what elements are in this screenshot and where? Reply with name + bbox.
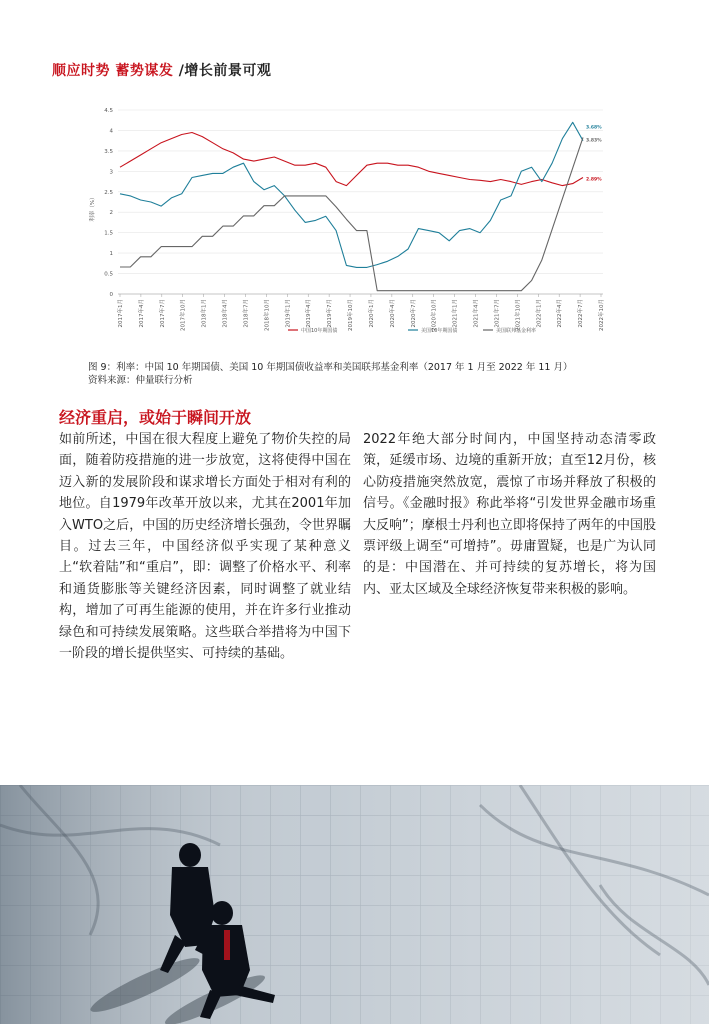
x-tick-label: 2020年10月: [431, 299, 438, 331]
x-tick-label: 2018年4月: [222, 299, 229, 328]
y-tick-label: 3.5: [104, 148, 113, 155]
x-tick-label: 2020年4月: [389, 299, 396, 328]
y-tick-label: 0.5: [104, 271, 113, 278]
caption-source: 资料来源：仲量联行分析: [88, 375, 193, 386]
legend-label: 美国10年期国债: [421, 328, 458, 334]
x-tick-label: 2019年10月: [348, 299, 355, 331]
figure-caption: [88, 361, 572, 387]
x-tick-label: 2020年1月: [368, 299, 375, 328]
series-end-label: 3.68%: [586, 125, 602, 131]
x-tick-label: 2021年10月: [515, 299, 522, 331]
x-tick-label: 2022年1月: [536, 299, 543, 328]
x-tick-label: 2018年7月: [243, 299, 250, 328]
chart-end-labels: [586, 125, 602, 183]
x-tick-label: 2020年7月: [410, 299, 417, 328]
page-header: [52, 60, 271, 80]
legend-label: 美国联邦基金利率: [496, 328, 537, 334]
series-end-label: 2.89%: [586, 177, 602, 183]
chart-grid: [118, 110, 603, 294]
body-left-column: 如前所述，中国在很大程度上避免了物价失控的局面，随着防疫措施的进一步放宽，这将使得中国在迈入新的发展阶段和谋求增长方面处于相对有利的地位。自1979年改革开放以来，尤其在2001年加入WTO之后，中国的历史经济增长强劲，令世界瞩目。过去三年，中国经济似乎实现了某种意义上“软着陆”和“重启”，即：调整了价格水平、利率和通货膨胀等关键经济因素，同时调整了就业结构，增加了可再生能源的使用，并在许多行业推动绿色和可持续发展策略。这些联合举措将为中国下一阶段的增长提供坚实、可持续的基础。: [59, 432, 351, 662]
x-tick-label: 2017年10月: [180, 299, 187, 331]
x-tick-label: 2017年1月: [118, 299, 124, 328]
x-tick-label: 2021年7月: [494, 299, 501, 328]
y-tick-label: 1.5: [104, 230, 113, 237]
chart-y-label: 利率（%）: [90, 194, 96, 222]
caption-line-1: 图 9：利率：中国 10 年期国债、美国 10 年期国债收益率和美国联邦基金利率（2017 年 1 月至 2022 年 11 月）: [88, 362, 573, 373]
x-tick-label: 2019年1月: [285, 299, 292, 328]
x-tick-label: 2022年10月: [599, 299, 605, 331]
x-tick-label: 2022年4月: [557, 299, 564, 328]
y-tick-label: 2: [109, 210, 113, 217]
body-right-column: 2022年绝大部分时间内，中国坚持动态清零政策，延缓市场、边境的重新开放；直至12月份，核心防疫措施突然放宽，震惊了市场并释放了积极的信号。《金融时报》称此举将“引发世界金融市场重大反响”；摩根士丹利也立即将保持了两年的中国股票评级上调至“可增持”。毋庸置疑，也是广为认同的是：中国潜在、并可持续的复苏增长，将为国内、亚太区域及全球经济恢复带来积极的影响。: [363, 432, 656, 597]
x-tick-label: 2018年1月: [201, 299, 208, 328]
x-tick-label: 2021年4月: [473, 299, 480, 328]
series-line: [120, 122, 583, 267]
y-tick-label: 3: [109, 169, 113, 176]
x-tick-label: 2021年1月: [452, 299, 459, 328]
header-subtitle: /增长前景可观: [178, 63, 272, 79]
x-tick-label: 2017年4月: [138, 299, 145, 328]
y-tick-label: 4.5: [104, 108, 113, 114]
x-tick-label: 2017年7月: [159, 299, 166, 328]
x-tick-label: 2019年4月: [306, 299, 313, 328]
business-people-walking-photo: [0, 785, 709, 1024]
series-line: [120, 133, 583, 186]
y-tick-label: 1: [109, 251, 113, 258]
x-tick-label: 2018年10月: [264, 299, 271, 331]
x-tick-label: 2022年7月: [578, 298, 585, 328]
y-tick-label: 0: [109, 292, 113, 298]
chart-series-lines: [120, 122, 583, 290]
y-tick-label: 2.5: [104, 189, 113, 196]
series-end-label: 3.83%: [586, 138, 602, 144]
series-line: [120, 137, 583, 290]
legend-label: 中国10年期国债: [301, 328, 338, 334]
y-tick-label: 4: [109, 128, 113, 135]
x-tick-label: 2019年7月: [327, 299, 334, 328]
section-title: 经济重启，或始于瞬间开放: [59, 408, 252, 427]
interest-rate-chart: [88, 98, 618, 348]
chart-y-ticks: [104, 108, 113, 298]
chart-x-ticks: [116, 294, 605, 331]
header-red-title: 顺应时势 蓄势谋发: [52, 63, 174, 79]
